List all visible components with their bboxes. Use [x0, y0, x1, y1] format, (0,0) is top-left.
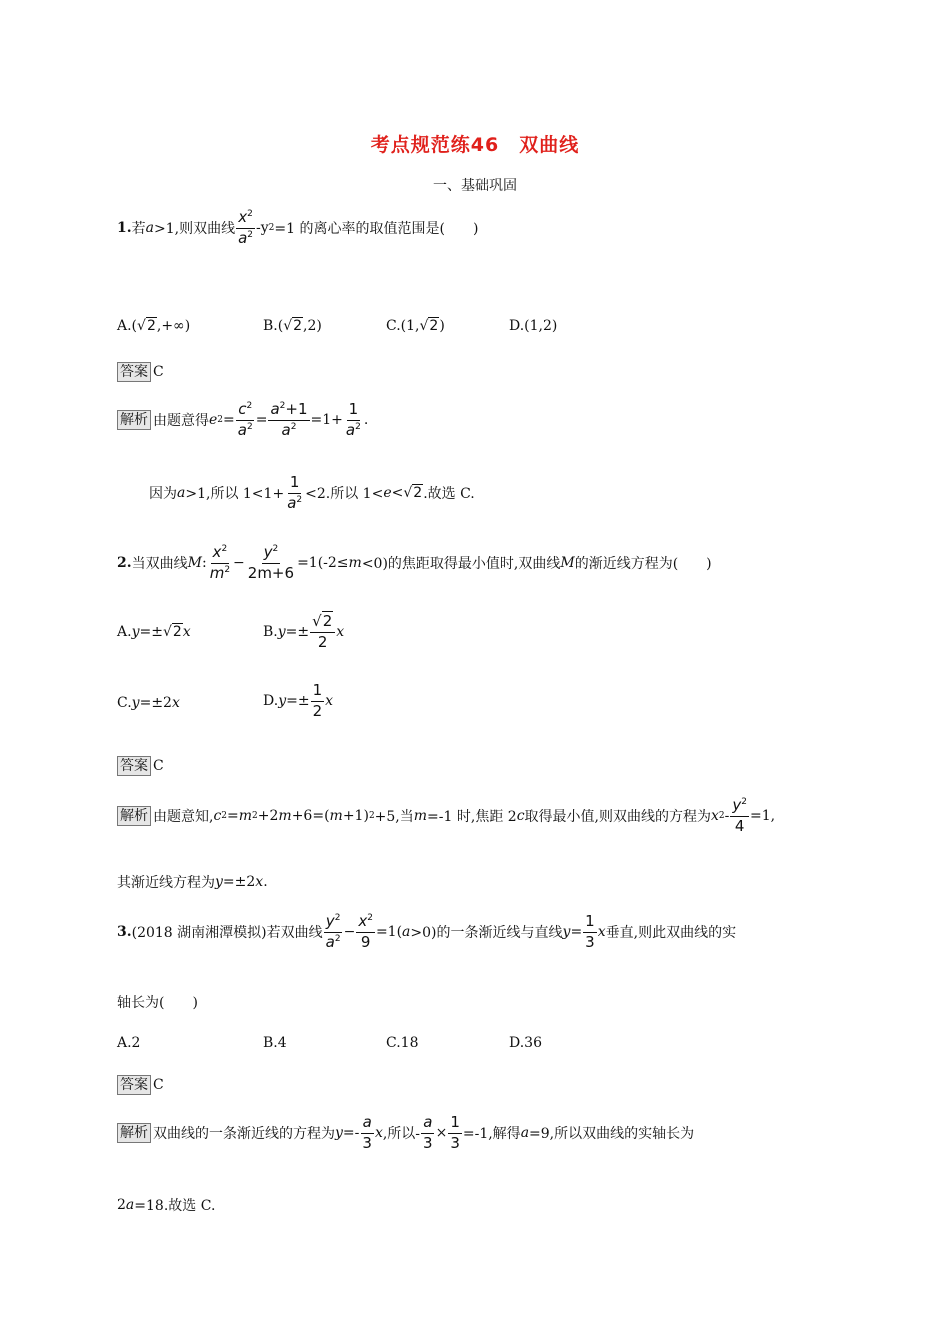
fraction: $\frac{y^2}{4}$	[732, 796, 747, 835]
fraction: $\frac{x^2}{m^2}$	[209, 543, 231, 582]
analysis-row: 解析 双曲线的一条渐近线的方程为 y =- $\frac{a}{3}$ x ,所以- $\frac{a}{3}$ × $\frac{1}{3}$ =-1,解得 a =9,所以双曲线的实轴长为	[117, 1115, 694, 1152]
analysis-line-2: 2 a =18.故选 C.	[117, 1197, 216, 1214]
option-b[interactable]: B.4	[263, 1035, 287, 1051]
option-c[interactable]: C.(1,√2)	[386, 318, 445, 334]
option-d[interactable]: D.(1,2)	[509, 318, 558, 334]
page-title: 考点规范练46 双曲线	[370, 134, 580, 156]
analysis-line-2: 其渐近线方程为 y =±2 x .	[117, 874, 268, 891]
fraction: $\frac{1}{3}$	[450, 1113, 460, 1152]
fraction: $\frac{c^2}{a^2}$	[237, 400, 253, 439]
answer-tag: 答案	[117, 756, 151, 776]
answer-value: C	[153, 1077, 164, 1093]
answer-tag: 答案	[117, 1075, 151, 1095]
fraction: $\frac{x^2}{a^2}$	[238, 208, 254, 247]
fraction: $\frac{1}{a^2}$	[287, 473, 303, 512]
question-3-line-2: 轴长为( )	[117, 995, 198, 1011]
question-3: 3. (2018 湖南湘潭模拟)若双曲线 $\frac{y^2}{a^2}$ − $\frac{x^2}{9}$ =1( a >0)的一条渐近线与直线 y = $\frac{1}{3}$ x 垂直,则此双曲线的实	[117, 912, 737, 951]
analysis-tag: 解析	[117, 1123, 151, 1143]
question-1: 1. 若 a >1,则双曲线 $\frac{x^2}{a^2}$ -y 2 =1 的离心率的取值范围是( )	[117, 208, 479, 247]
option-a[interactable]: A. y =± √2 x	[117, 624, 191, 640]
analysis-row: 解析 由题意知, c 2 = m 2 +2 m +6=( m +1) 2 +5,当 m =-1 时,焦距 2 c 取得最小值,则双曲线的方程为 x 2 - $\frac{y^2}{4}$ =1,	[117, 798, 775, 835]
sqrt-symbol: √2	[137, 318, 156, 334]
fraction: $\frac{a}{3}$	[362, 1113, 372, 1152]
sqrt-symbol: √2	[419, 318, 439, 334]
fraction: $\frac{1}{a^2}$	[345, 400, 361, 439]
fraction: $\frac{x^2}{9}$	[358, 912, 373, 951]
fraction: $\frac{y^2}{a^2}$	[325, 912, 341, 951]
fraction: $\frac{1}{3}$	[585, 912, 595, 951]
answer-row	[117, 756, 164, 776]
analysis-line-2: 因为 a >1,所以 1<1+ $\frac{1}{a^2}$ <2.所以 1< e < √2 .故选 C.	[149, 473, 475, 512]
option-b[interactable]: B.(√2,2)	[263, 318, 322, 334]
sqrt-symbol: √2	[162, 624, 182, 640]
sqrt-symbol: √2	[283, 318, 303, 334]
sqrt-symbol: √2	[403, 485, 423, 502]
fraction: $\frac{1}{2}$	[312, 681, 323, 720]
option-a[interactable]: A.2	[117, 1035, 141, 1051]
fraction: $\frac{a^2+1}{a^2}$	[270, 400, 308, 439]
analysis-row: 解析 由题意得 e 2 = $\frac{c^2}{a^2}$ = $\frac{a^2+1}{a^2}$ =1+ $\frac{1}{a^2}$ .	[117, 402, 368, 439]
analysis-tag: 解析	[117, 806, 151, 826]
answer-row	[117, 1075, 164, 1095]
section-heading: 一、基础巩固	[433, 178, 517, 194]
option-d[interactable]: D. y =± $\frac{1}{2}$ x	[263, 681, 334, 720]
question-number: 3.	[117, 924, 132, 941]
answer-value: C	[153, 364, 164, 380]
question-2: 2. 当双曲线 M : $\frac{x^2}{m^2}$ − $\frac{y^2}{2m+6}$ =1(-2≤ m <0)的焦距取得最小值时,双曲线 M 的渐近线方程为( )	[117, 543, 712, 582]
answer-tag: 答案	[117, 362, 151, 382]
fraction: $\frac{a}{3}$	[423, 1113, 433, 1152]
answer-row	[117, 362, 164, 382]
question-number: 1.	[117, 220, 132, 237]
fraction: $\frac{y^2}{2m+6}$	[247, 543, 295, 582]
option-c[interactable]: C.18	[386, 1035, 419, 1051]
answer-value: C	[153, 758, 164, 774]
fraction: $\frac{√2}{2}$	[310, 614, 335, 651]
option-a[interactable]: A.(√2,+∞)	[117, 318, 191, 334]
option-b[interactable]: B. y =± $\frac{√2}{2}$ x	[263, 612, 345, 651]
option-d[interactable]: D.36	[509, 1035, 542, 1051]
question-number: 2.	[117, 555, 132, 572]
option-c[interactable]: C. y =±2 x	[117, 695, 180, 711]
analysis-tag: 解析	[117, 410, 151, 430]
